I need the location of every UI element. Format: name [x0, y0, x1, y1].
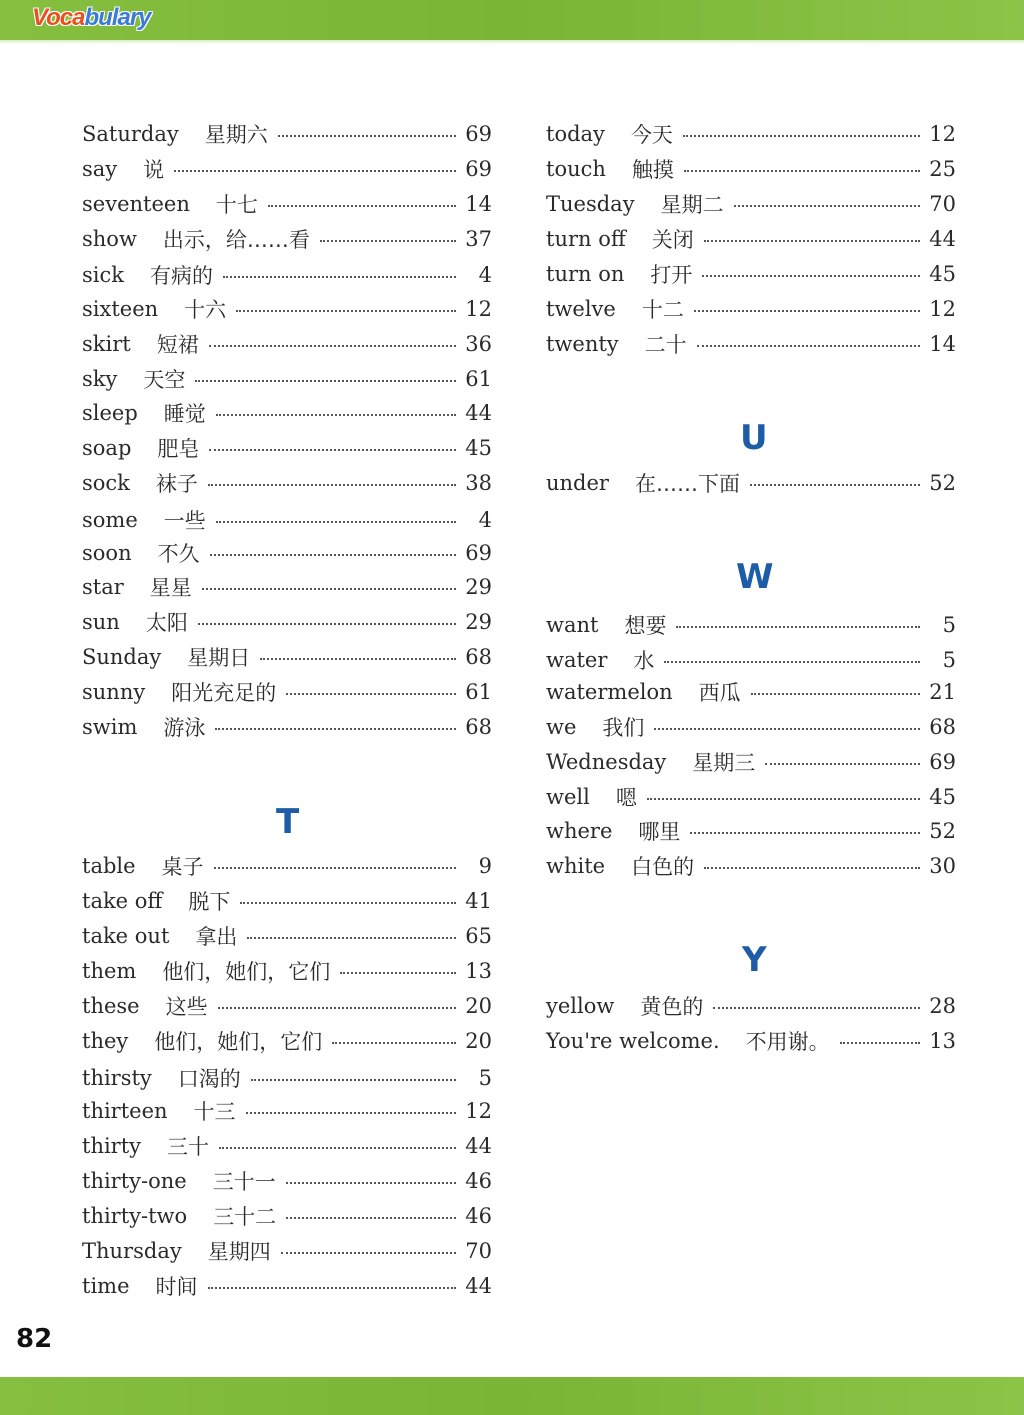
leader-dots — [704, 867, 920, 869]
entry-page: 5 — [478, 1066, 492, 1090]
entry-word: Tuesday — [546, 192, 635, 216]
entry-row — [82, 503, 492, 537]
entry-row — [82, 1024, 492, 1058]
entry-row — [82, 570, 492, 604]
entry-translation: 触摸 — [631, 158, 674, 182]
entry-row — [546, 849, 956, 883]
entry-row — [82, 187, 492, 221]
entry-word: touch — [546, 157, 606, 181]
entry-translation: 哪里 — [638, 820, 681, 844]
entry-translation: 星期日 — [187, 646, 251, 670]
entry-word: sixteen — [82, 297, 159, 321]
entry-translation: 一些 — [163, 509, 206, 533]
leader-dots — [215, 728, 456, 730]
entry-word: thirty — [82, 1134, 142, 1158]
entry-word: Sunday — [82, 645, 162, 669]
entry-page: 68 — [929, 715, 956, 739]
entry-translation: 西瓜 — [698, 681, 741, 705]
entry-translation: 关闭 — [651, 228, 694, 252]
entry-translation: 今天 — [630, 123, 673, 147]
entry-page: 4 — [478, 263, 492, 287]
entry-page: 68 — [465, 645, 492, 669]
leader-dots — [223, 276, 456, 278]
entry-row — [82, 710, 492, 744]
leader-dots — [683, 135, 920, 137]
leader-dots — [281, 1252, 456, 1254]
entry-word: water — [546, 648, 608, 672]
entry-translation: 星期四 — [207, 1240, 271, 1264]
entry-row — [546, 608, 956, 642]
leader-dots — [214, 867, 456, 869]
leader-dots — [690, 832, 920, 834]
entry-page: 20 — [465, 1029, 492, 1053]
entry-word: seventeen — [82, 192, 190, 216]
entry-word: turn off — [546, 227, 626, 251]
page-number: 82 — [16, 1324, 53, 1354]
entry-word: white — [546, 854, 606, 878]
entry-page: 13 — [929, 1029, 956, 1053]
entry-row — [546, 257, 956, 291]
entry-page: 65 — [465, 924, 492, 948]
top-banner — [0, 0, 1024, 40]
leader-dots — [198, 623, 456, 625]
entry-translation: 出示，给……看 — [162, 228, 310, 252]
entry-translation: 打开 — [650, 263, 693, 287]
entry-page: 30 — [929, 854, 956, 878]
entry-page: 69 — [465, 157, 492, 181]
entry-translation: 黄色的 — [640, 995, 704, 1019]
entry-word: Wednesday — [546, 750, 667, 774]
entry-translation: 他们，她们，它们 — [162, 960, 331, 984]
entry-page: 13 — [465, 959, 492, 983]
entry-translation: 袜子 — [155, 472, 198, 496]
entry-translation: 太阳 — [145, 611, 188, 635]
leader-dots — [216, 521, 456, 523]
entry-translation: 拿出 — [195, 925, 238, 949]
entry-word: Thursday — [82, 1239, 182, 1263]
entry-translation: 在……下面 — [634, 472, 740, 496]
vocabulary-logo: Vocabulary — [32, 4, 151, 31]
entry-page: 29 — [465, 575, 492, 599]
entry-page: 44 — [465, 1274, 492, 1298]
entry-word: soon — [82, 541, 132, 565]
entry-translation: 不用谢。 — [745, 1030, 830, 1054]
leader-dots — [286, 1182, 456, 1184]
entry-translation: 天空 — [143, 368, 186, 392]
leader-dots — [251, 1079, 456, 1081]
entry-row — [546, 152, 956, 186]
entry-row — [82, 1164, 492, 1198]
entry-translation: 三十一 — [212, 1170, 276, 1194]
entry-translation: 不久 — [157, 542, 200, 566]
entry-row — [82, 884, 492, 918]
entry-page: 9 — [478, 854, 492, 878]
entry-row — [546, 327, 956, 361]
entry-row — [546, 989, 956, 1023]
entry-translation: 三十二 — [213, 1205, 277, 1229]
entry-word: thirty-one — [82, 1169, 187, 1193]
entry-row — [82, 989, 492, 1023]
leader-dots — [751, 693, 920, 695]
entry-translation: 睡觉 — [163, 402, 206, 426]
leader-dots — [209, 449, 456, 451]
entry-word: watermelon — [546, 680, 673, 704]
leader-dots — [694, 310, 920, 312]
entry-word: thirsty — [82, 1066, 152, 1090]
entry-page: 46 — [465, 1169, 492, 1193]
entry-word: take off — [82, 889, 163, 913]
entry-row — [82, 1199, 492, 1233]
leader-dots — [286, 693, 456, 695]
entry-translation: 时间 — [155, 1275, 198, 1299]
leader-dots — [268, 205, 456, 207]
entry-row — [82, 1234, 492, 1268]
entry-page: 12 — [465, 1099, 492, 1123]
entry-word: under — [546, 471, 609, 495]
entry-row — [546, 745, 956, 779]
leader-dots — [684, 170, 920, 172]
entry-word: where — [546, 819, 613, 843]
entry-row — [546, 117, 956, 151]
entry-page: 38 — [465, 471, 492, 495]
entry-page: 70 — [465, 1239, 492, 1263]
entry-row — [82, 1129, 492, 1163]
leader-dots — [208, 1287, 457, 1289]
entry-word: sun — [82, 610, 120, 634]
entry-word: table — [82, 854, 136, 878]
entry-page: 37 — [465, 227, 492, 251]
entry-page: 46 — [465, 1204, 492, 1228]
entry-page: 36 — [465, 332, 492, 356]
entry-translation: 想要 — [624, 614, 667, 638]
leader-dots — [216, 414, 456, 416]
entry-row — [546, 710, 956, 744]
leader-dots — [340, 972, 456, 974]
leader-dots — [750, 484, 920, 486]
entry-row — [546, 675, 956, 709]
entry-translation: 二十 — [644, 333, 687, 357]
entry-word: sleep — [82, 401, 138, 425]
entry-row — [82, 919, 492, 953]
entry-word: You're welcome. — [546, 1029, 720, 1053]
entry-row — [546, 643, 956, 677]
entry-page: 69 — [465, 122, 492, 146]
entry-row — [82, 1269, 492, 1303]
leader-dots — [676, 626, 920, 628]
entry-row — [82, 362, 492, 396]
leader-dots — [734, 205, 920, 207]
leader-dots — [840, 1042, 920, 1044]
leader-dots — [218, 1007, 456, 1009]
entry-page: 52 — [929, 471, 956, 495]
leader-dots — [332, 1042, 456, 1044]
entry-word: take out — [82, 924, 170, 948]
entry-word: swim — [82, 715, 138, 739]
entry-page: 14 — [465, 192, 492, 216]
entry-translation: 有病的 — [149, 264, 213, 288]
entry-translation: 这些 — [165, 995, 208, 1019]
entry-page: 44 — [465, 401, 492, 425]
entry-page: 45 — [465, 436, 492, 460]
entry-page: 12 — [465, 297, 492, 321]
entry-page: 61 — [465, 680, 492, 704]
leader-dots — [236, 310, 456, 312]
section-letter-u: U — [740, 418, 768, 458]
entry-translation: 十七 — [215, 193, 258, 217]
entry-page: 12 — [929, 297, 956, 321]
entry-translation: 游泳 — [163, 716, 206, 740]
entry-word: these — [82, 994, 140, 1018]
entry-translation: 他们，她们，它们 — [154, 1030, 323, 1054]
entry-translation: 十三 — [193, 1100, 236, 1124]
entry-translation: 脱下 — [188, 890, 231, 914]
leader-dots — [195, 380, 456, 382]
entry-translation: 十二 — [641, 298, 684, 322]
leader-dots — [286, 1217, 456, 1219]
leader-dots — [174, 170, 456, 172]
leader-dots — [240, 902, 456, 904]
entry-row — [82, 1061, 492, 1095]
entry-word: soap — [82, 436, 132, 460]
entry-page: 41 — [465, 889, 492, 913]
entry-word: well — [546, 785, 590, 809]
entry-row — [546, 466, 956, 500]
entry-row — [82, 222, 492, 256]
entry-row — [546, 780, 956, 814]
leader-dots — [702, 275, 920, 277]
entry-word: show — [82, 227, 137, 251]
entry-row — [82, 117, 492, 151]
entry-word: we — [546, 715, 577, 739]
entry-row — [546, 814, 956, 848]
entry-page: 44 — [465, 1134, 492, 1158]
entry-word: twelve — [546, 297, 616, 321]
entry-row — [546, 222, 956, 256]
leader-dots — [247, 937, 456, 939]
entry-page: 69 — [929, 750, 956, 774]
entry-word: time — [82, 1274, 130, 1298]
leader-dots — [278, 135, 456, 137]
entry-row — [82, 536, 492, 570]
entry-word: twenty — [546, 332, 619, 356]
entry-row — [82, 849, 492, 883]
entry-word: turn on — [546, 262, 625, 286]
entry-row — [546, 292, 956, 326]
entry-word: today — [546, 122, 605, 146]
entry-word: sunny — [82, 680, 146, 704]
section-letter-t: T — [276, 802, 300, 842]
entry-row — [82, 431, 492, 465]
leader-dots — [210, 554, 456, 556]
leader-dots — [713, 1007, 920, 1009]
entry-row — [82, 466, 492, 500]
entry-row — [82, 1094, 492, 1128]
entry-page: 44 — [929, 227, 956, 251]
entry-translation: 白色的 — [631, 855, 695, 879]
entry-page: 45 — [929, 262, 956, 286]
entry-page: 28 — [929, 994, 956, 1018]
entry-row — [82, 954, 492, 988]
entry-page: 45 — [929, 785, 956, 809]
leader-dots — [664, 661, 920, 663]
entry-word: sock — [82, 471, 130, 495]
entry-page: 12 — [929, 122, 956, 146]
entry-row — [82, 292, 492, 326]
entry-page: 5 — [942, 613, 956, 637]
leader-dots — [697, 345, 920, 347]
entry-word: thirteen — [82, 1099, 168, 1123]
entry-page: 20 — [465, 994, 492, 1018]
entry-page: 4 — [478, 508, 492, 532]
leader-dots — [208, 484, 456, 486]
entry-page: 61 — [465, 367, 492, 391]
entry-page: 69 — [465, 541, 492, 565]
entry-word: Saturday — [82, 122, 179, 146]
leader-dots — [246, 1112, 456, 1114]
entry-row — [546, 187, 956, 221]
leader-dots — [320, 240, 456, 242]
entry-word: sick — [82, 263, 124, 287]
entry-translation: 三十 — [167, 1135, 210, 1159]
leader-dots — [219, 1147, 456, 1149]
entry-translation: 我们 — [602, 716, 645, 740]
entry-translation: 星期二 — [660, 193, 724, 217]
entry-page: 5 — [942, 648, 956, 672]
entry-word: say — [82, 157, 118, 181]
entry-word: sky — [82, 367, 118, 391]
entry-page: 52 — [929, 819, 956, 843]
entry-translation: 阳光充足的 — [171, 681, 277, 705]
entry-page: 70 — [929, 192, 956, 216]
section-letter-y: Y — [742, 940, 767, 980]
entry-translation: 说 — [143, 158, 165, 182]
entry-row — [82, 327, 492, 361]
entry-word: want — [546, 613, 599, 637]
entry-row — [82, 675, 492, 709]
entry-row — [82, 152, 492, 186]
entry-translation: 嗯 — [615, 786, 637, 810]
section-letter-w: W — [736, 557, 774, 597]
entry-translation: 水 — [633, 649, 655, 673]
entry-page: 68 — [465, 715, 492, 739]
leader-dots — [704, 240, 920, 242]
entry-page: 29 — [465, 610, 492, 634]
entry-word: some — [82, 508, 138, 532]
leader-dots — [654, 728, 920, 730]
leader-dots — [765, 763, 920, 765]
entry-word: thirty-two — [82, 1204, 188, 1228]
leader-dots — [260, 658, 456, 660]
entry-word: skirt — [82, 332, 131, 356]
entry-page: 25 — [929, 157, 956, 181]
entry-row — [546, 1024, 956, 1058]
entry-word: them — [82, 959, 137, 983]
leader-dots — [647, 798, 920, 800]
entry-row — [82, 605, 492, 639]
entry-translation: 短裙 — [156, 333, 199, 357]
entry-row — [82, 396, 492, 430]
leader-dots — [209, 345, 456, 347]
bottom-banner — [0, 1377, 1024, 1415]
entry-row — [82, 258, 492, 292]
entry-word: they — [82, 1029, 129, 1053]
entry-translation: 肥皂 — [157, 437, 200, 461]
entry-translation: 星星 — [149, 576, 192, 600]
entry-word: star — [82, 575, 124, 599]
entry-page: 14 — [929, 332, 956, 356]
entry-page: 21 — [929, 680, 956, 704]
entry-translation: 口渴的 — [177, 1067, 241, 1091]
entry-row — [82, 640, 492, 674]
entry-translation: 桌子 — [161, 855, 204, 879]
entry-translation: 星期三 — [692, 751, 756, 775]
entry-translation: 星期六 — [204, 123, 268, 147]
entry-translation: 十六 — [184, 298, 227, 322]
entry-word: yellow — [546, 994, 615, 1018]
leader-dots — [202, 588, 456, 590]
